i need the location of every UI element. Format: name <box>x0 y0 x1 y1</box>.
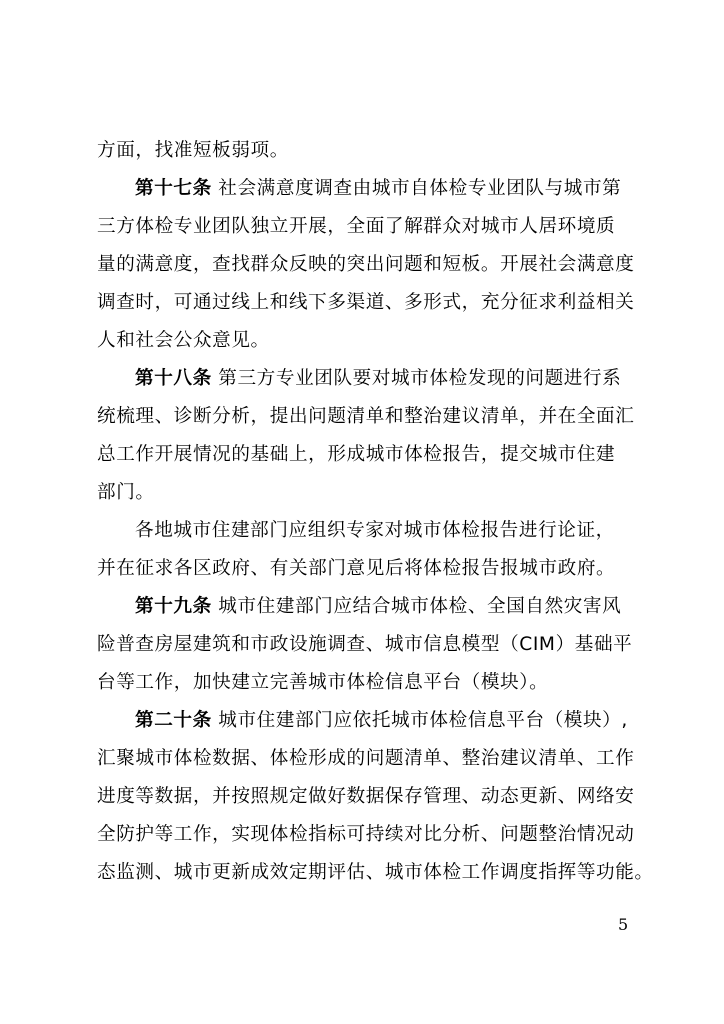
line-text: 三方体检专业团队独立开展，全面了解群众对城市人居环境质 <box>97 216 616 237</box>
line-text: 台等工作，加快建立完善城市体检信息平台（模块）。 <box>97 672 549 693</box>
text-line <box>97 443 637 467</box>
line-text: 进度等数据，并按照规定做好数据保存管理、动态更新、网络安 <box>97 786 635 807</box>
text-line <box>97 481 637 505</box>
line-text: 险普查房屋建筑和市政设施调查、城市信息模型（CIM）基础平 <box>97 634 633 655</box>
line-text: 城市住建部门应结合城市体检、全国自然灾害风 <box>218 596 622 617</box>
line-text: 人和社会公众意见。 <box>97 330 270 351</box>
page-number: 5 <box>618 915 629 934</box>
text-line <box>97 557 637 581</box>
line-text: 各地城市住建部门应组织专家对城市体检报告进行论证， <box>135 520 615 541</box>
line-text: 调查时，可通过线上和线下多渠道、多形式，充分征求利益相关 <box>97 292 635 313</box>
text-line <box>97 633 637 657</box>
article-number: 第十八条 <box>135 368 212 389</box>
article-number: 第二十条 <box>135 710 212 731</box>
text-line <box>97 861 654 885</box>
text-line <box>97 215 637 239</box>
article-20-heading-line <box>135 709 675 733</box>
line-text: 并在征求各区政府、有关部门意见后将体检报告报城市政府。 <box>97 558 616 579</box>
article-17-heading-line <box>135 177 675 201</box>
line-text: 汇聚城市体检数据、体检形成的问题清单、整治建议清单、工作 <box>97 748 635 769</box>
text-line <box>97 747 637 771</box>
text-line <box>97 785 637 809</box>
paragraph-first-line <box>135 519 675 543</box>
text-line <box>97 671 637 695</box>
text-line <box>97 823 637 847</box>
line-text: 方面，找准短板弱项。 <box>97 140 289 161</box>
line-text: 量的满意度，查找群众反映的突出问题和短板。开展社会满意度 <box>97 254 635 275</box>
line-text: 第三方专业团队要对城市体检发现的问题进行系 <box>218 368 622 389</box>
line-text: 社会满意度调查由城市自体检专业团队与城市第 <box>218 178 622 199</box>
line-text: 态监测、城市更新成效定期评估、城市体检工作调度指挥等功能。 <box>97 862 654 883</box>
article-number: 第十七条 <box>135 178 212 199</box>
line-text: 城市住建部门应依托城市体检信息平台（模块）, <box>218 710 628 731</box>
text-line <box>97 253 637 277</box>
text-line <box>97 329 637 353</box>
article-18-heading-line <box>135 367 675 391</box>
text-line <box>97 139 637 163</box>
text-line <box>97 405 637 429</box>
line-text: 全防护等工作，实现体检指标可持续对比分析、问题整治情况动 <box>97 824 635 845</box>
article-number: 第十九条 <box>135 596 212 617</box>
line-text: 总工作开展情况的基础上，形成城市体检报告，提交城市住建 <box>97 444 616 465</box>
line-text: 部门。 <box>97 482 155 503</box>
line-text: 统梳理、诊断分析，提出问题清单和整治建议清单，并在全面汇 <box>97 406 635 427</box>
article-19-heading-line <box>135 595 675 619</box>
text-line <box>97 291 637 315</box>
